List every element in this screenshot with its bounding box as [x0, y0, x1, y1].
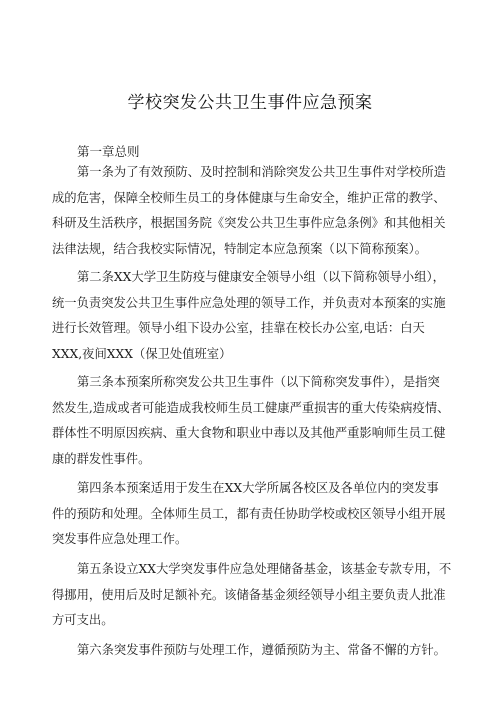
article-line: 第一条为了有效预防、及时控制和消除突发公共卫生事件对学校所造	[77, 165, 446, 179]
article-line: 第四条本预案适用于发生在XX大学所属各校区及各单位内的突发事	[77, 481, 439, 495]
article-3	[52, 370, 456, 473]
article-line: 第二条XX大学卫生防疫与健康安全领导小组（以下简称领导小组），	[77, 270, 445, 284]
chapter-heading: 第一章总则	[77, 144, 140, 159]
article-line: XXX,夜间XXX（保卫处值班室）	[52, 347, 232, 362]
article-line: 科研及生活秩序，根据国务院《突发公共卫生事件应急条例》和其他相关	[52, 216, 446, 231]
article-5	[52, 557, 456, 634]
document-title: 学校突发公共卫生事件应急预案	[127, 93, 373, 113]
article-line: 进行长效管理。领导小组下设办公室，挂靠在校长办公室,电话：白天	[52, 321, 425, 336]
article-line: 康的群发性事件。	[52, 452, 151, 467]
article-line: 得挪用，使用后及时足额补充。该储备基金须经领导小组主要负责人批准	[52, 587, 446, 602]
article-line: 第六条突发事件预防与处理工作，遵循预防为主、常备不懈的方针。	[77, 643, 446, 657]
article-line: 第三条本预案所称突发公共卫生事件（以下简称突发事件），是指突	[77, 375, 440, 389]
article-1	[52, 160, 456, 263]
article-line: 法律法规，结合我校实际情况，特制定本应急预案（以下简称预案）。	[52, 242, 428, 257]
article-line: 统一负责突发公共卫生事件应急处理的领导工作，并负责对本预案的实施	[52, 295, 446, 310]
article-line: 第五条设立XX大学突发事件应急处理储备基金，该基金专款专用，不	[77, 562, 452, 576]
article-line: 件的预防和处理。全体师生员工，都有责任协助学校或校区领导小组开展	[52, 506, 446, 521]
article-2	[52, 265, 456, 368]
article-line: 群体性不明原因疾病、重大食物和职业中毒以及其他严重影响师生员工健	[52, 426, 446, 441]
article-line: 然发生,造成或者可能造成我校师生员工健康严重损害的重大传染病疫情、	[52, 400, 450, 415]
article-line: 成的危害，保障全校师生员工的身体健康与生命安全，维护正常的教学、	[52, 190, 446, 205]
article-line: 方可支出。	[52, 613, 114, 628]
article-6	[52, 638, 456, 664]
article-line: 突发事件应急处理工作。	[52, 532, 188, 547]
article-4	[52, 476, 456, 553]
